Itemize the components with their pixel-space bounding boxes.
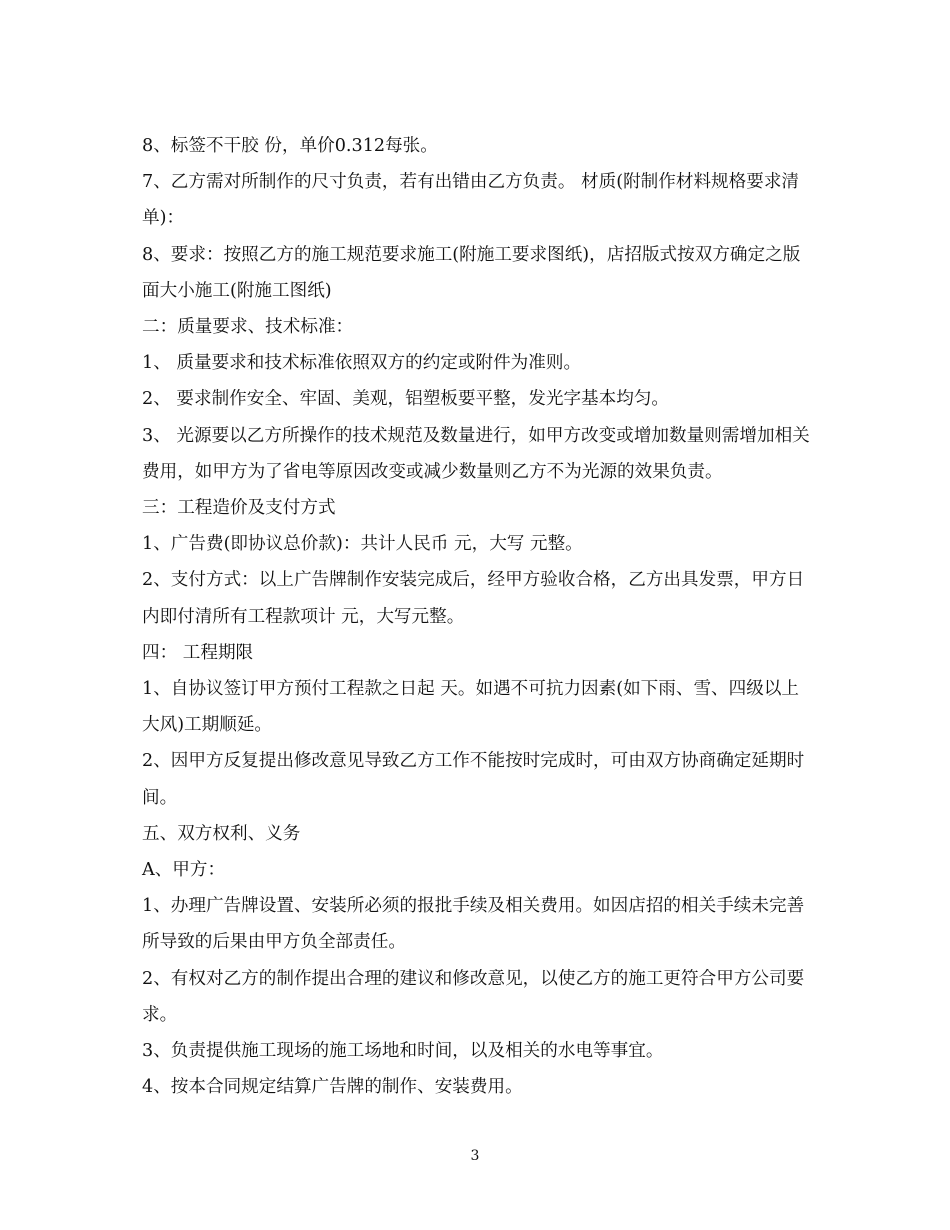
- document-body: [142, 128, 812, 1105]
- paragraph-requirements: 8、要求：按照乙方的施工规范要求施工(附施工要求图纸)，店招版式按双方确定之版面大小施工(附施工图纸): [142, 244, 801, 301]
- paragraph-party-a-1: 1、办理广告牌设置、安装所必须的报批手续及相关费用。如因店招的相关手续未完善所导致的后果由甲方负全部责任。: [142, 896, 805, 953]
- section-heading-cost: 三：工程造价及支付方式: [142, 498, 336, 519]
- paragraph-cost-2: 2、支付方式：以上广告牌制作安装完成后，经甲方验收合格，乙方出具发票，甲方日内即付清所有工程款项计 元，大写元整。: [142, 570, 805, 627]
- paragraph-size-responsibility: 7、乙方需对所制作的尺寸负责，若有出错由乙方负责。 材质(附制作材料规格要求清单)：: [142, 172, 800, 229]
- paragraph-period-2: 2、因甲方反复提出修改意见导致乙方工作不能按时完成时，可由双方协商确定延期时间。: [142, 751, 805, 808]
- paragraph-party-a-2: 2、有权对乙方的制作提出合理的建议和修改意见，以使乙方的施工更符合甲方公司要求。: [142, 968, 805, 1025]
- paragraph-quality-2: 2、 要求制作安全、牢固、美观，铝塑板要平整，发光字基本均匀。: [142, 389, 670, 410]
- page-number: 3: [470, 1148, 480, 1164]
- subheading-party-a: A、甲方：: [142, 860, 226, 881]
- paragraph-period-1: 1、自协议签订甲方预付工程款之日起 天。如遇不可抗力因素(如下雨、雪、四级以上大风)工期顺延。: [142, 679, 800, 736]
- paragraph-quality-1: 1、 质量要求和技术标准依照双方的约定或附件为准则。: [142, 353, 582, 374]
- paragraph-party-a-3: 3、负责提供施工现场的施工场地和时间，以及相关的水电等事宜。: [142, 1041, 664, 1062]
- paragraph-label-fee: 8、标签不干胶 份，单价0.312每张。: [142, 136, 438, 156]
- section-heading-quality: 二：质量要求、技术标准：: [142, 317, 354, 338]
- section-heading-period: 四： 工程期限: [142, 642, 254, 663]
- paragraph-party-a-4: 4、按本合同规定结算广告牌的制作、安装费用。: [142, 1077, 523, 1098]
- section-heading-rights: 五、双方权利、义务: [142, 823, 301, 844]
- paragraph-cost-1: 1、广告费(即协议总价款)：共计人民币 元，大写 元整。: [142, 534, 583, 555]
- paragraph-quality-3: 3、 光源要以乙方所操作的技术规范及数量进行，如甲方改变或增加数量则需增加相关费用，如甲方为了省电等原因改变或减少数量则乙方不为光源的效果负责。: [142, 425, 810, 482]
